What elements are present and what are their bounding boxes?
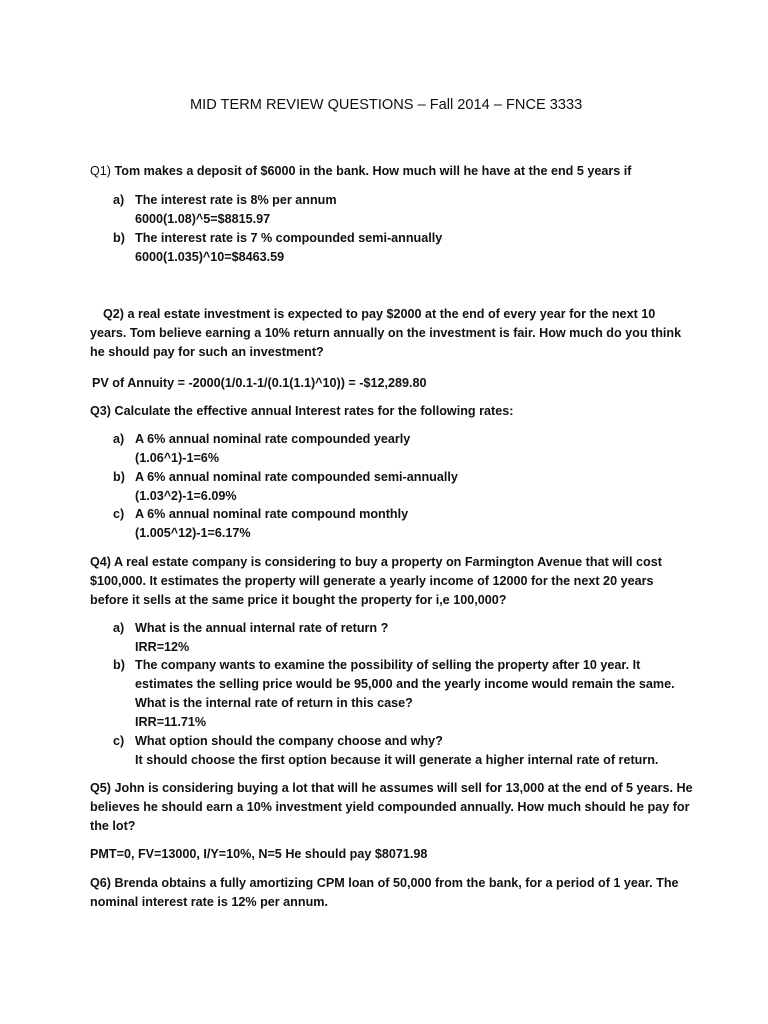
question-4c-label: c) <box>113 734 125 748</box>
question-1-number: Q1) <box>90 164 111 178</box>
question-4b-line3: What is the internal rate of return in this case? <box>135 696 413 710</box>
question-3b-text: A 6% annual nominal rate compounded semi-annually <box>135 470 458 484</box>
question-3a-text: A 6% annual nominal rate compounded yearly <box>135 432 411 446</box>
question-3c-answer: (1.005^12)-1=6.17% <box>135 526 251 540</box>
question-3a-label: a) <box>113 432 125 446</box>
question-1-text: Tom makes a deposit of $6000 in the bank. How much will he have at the end 5 years if <box>114 164 632 178</box>
question-4a-answer: IRR=12% <box>135 640 190 654</box>
question-4-line1: Q4) A real estate company is considering to buy a property on Farmington Avenue that will cost <box>90 555 662 569</box>
question-4b-line2: estimates the selling price would be 95,000 and the yearly income would remain the same. <box>135 677 675 691</box>
question-4a-label: a) <box>113 621 125 635</box>
question-1b-text: The interest rate is 7 % compounded semi-annually <box>135 231 443 245</box>
question-2-line1: a real estate investment is expected to pay $2000 at the end of every year for the next 10 <box>127 307 656 321</box>
question-2-line2: years. Tom believe earning a 10% return annually on the investment is fair. How much do you think <box>90 326 682 340</box>
question-1b-answer: 6000(1.035)^10=$8463.59 <box>135 250 285 264</box>
question-4-line3: before it sells at the same price it bought the property for i,e 100,000? <box>90 593 507 607</box>
question-5-line2: believes he should earn a 10% investment yield compounded annually. How much should he pay for <box>90 800 690 814</box>
question-3b-label: b) <box>113 470 125 484</box>
question-6-line1: Q6) Brenda obtains a fully amortizing CPM loan of 50,000 from the bank, for a period of 1 year. The <box>90 876 679 890</box>
page-title: MID TERM REVIEW QUESTIONS – Fall 2014 – FNCE 3333 <box>190 97 583 113</box>
question-2 <box>103 305 655 324</box>
question-5-line1: Q5) John is considering buying a lot that will he assumes will sell for 13,000 at the end of 5 years. He <box>90 781 693 795</box>
question-4b-answer: IRR=11.71% <box>135 715 207 729</box>
question-2-answer: PV of Annuity = -2000(1/0.1-1/(0.1(1.1)^10)) = -$12,289.80 <box>92 376 427 390</box>
question-5-line3: the lot? <box>90 819 136 833</box>
question-1 <box>90 162 631 181</box>
question-3c-label: c) <box>113 507 125 521</box>
question-1b-label: b) <box>113 231 125 245</box>
question-6-line2: nominal interest rate is 12% per annum. <box>90 895 328 909</box>
question-1a-answer: 6000(1.08)^5=$8815.97 <box>135 212 271 226</box>
question-4-line2: $100,000. It estimates the property will generate a yearly income of 12000 for the next 20 years <box>90 574 654 588</box>
question-2-line3: he should pay for such an investment? <box>90 345 324 359</box>
question-3: Q3) Calculate the effective annual Interest rates for the following rates: <box>90 404 514 418</box>
question-3a-answer: (1.06^1)-1=6% <box>135 451 220 465</box>
question-3b-answer: (1.03^2)-1=6.09% <box>135 489 237 503</box>
question-4b-label: b) <box>113 658 125 672</box>
question-4c-answer: It should choose the first option because it will generate a higher internal rate of return. <box>135 753 659 767</box>
question-1a-text: The interest rate is 8% per annum <box>135 193 337 207</box>
question-5-answer: PMT=0, FV=13000, I/Y=10%, N=5 He should pay $8071.98 <box>90 847 428 861</box>
question-4b-line1: The company wants to examine the possibility of selling the property after 10 year. It <box>135 658 641 672</box>
question-3c-text: A 6% annual nominal rate compound monthly <box>135 507 409 521</box>
question-1a-label: a) <box>113 193 125 207</box>
question-4c-text: What option should the company choose and why? <box>135 734 443 748</box>
question-2-number: Q2) <box>103 307 124 321</box>
question-4a-text: What is the annual internal rate of return ? <box>135 621 389 635</box>
